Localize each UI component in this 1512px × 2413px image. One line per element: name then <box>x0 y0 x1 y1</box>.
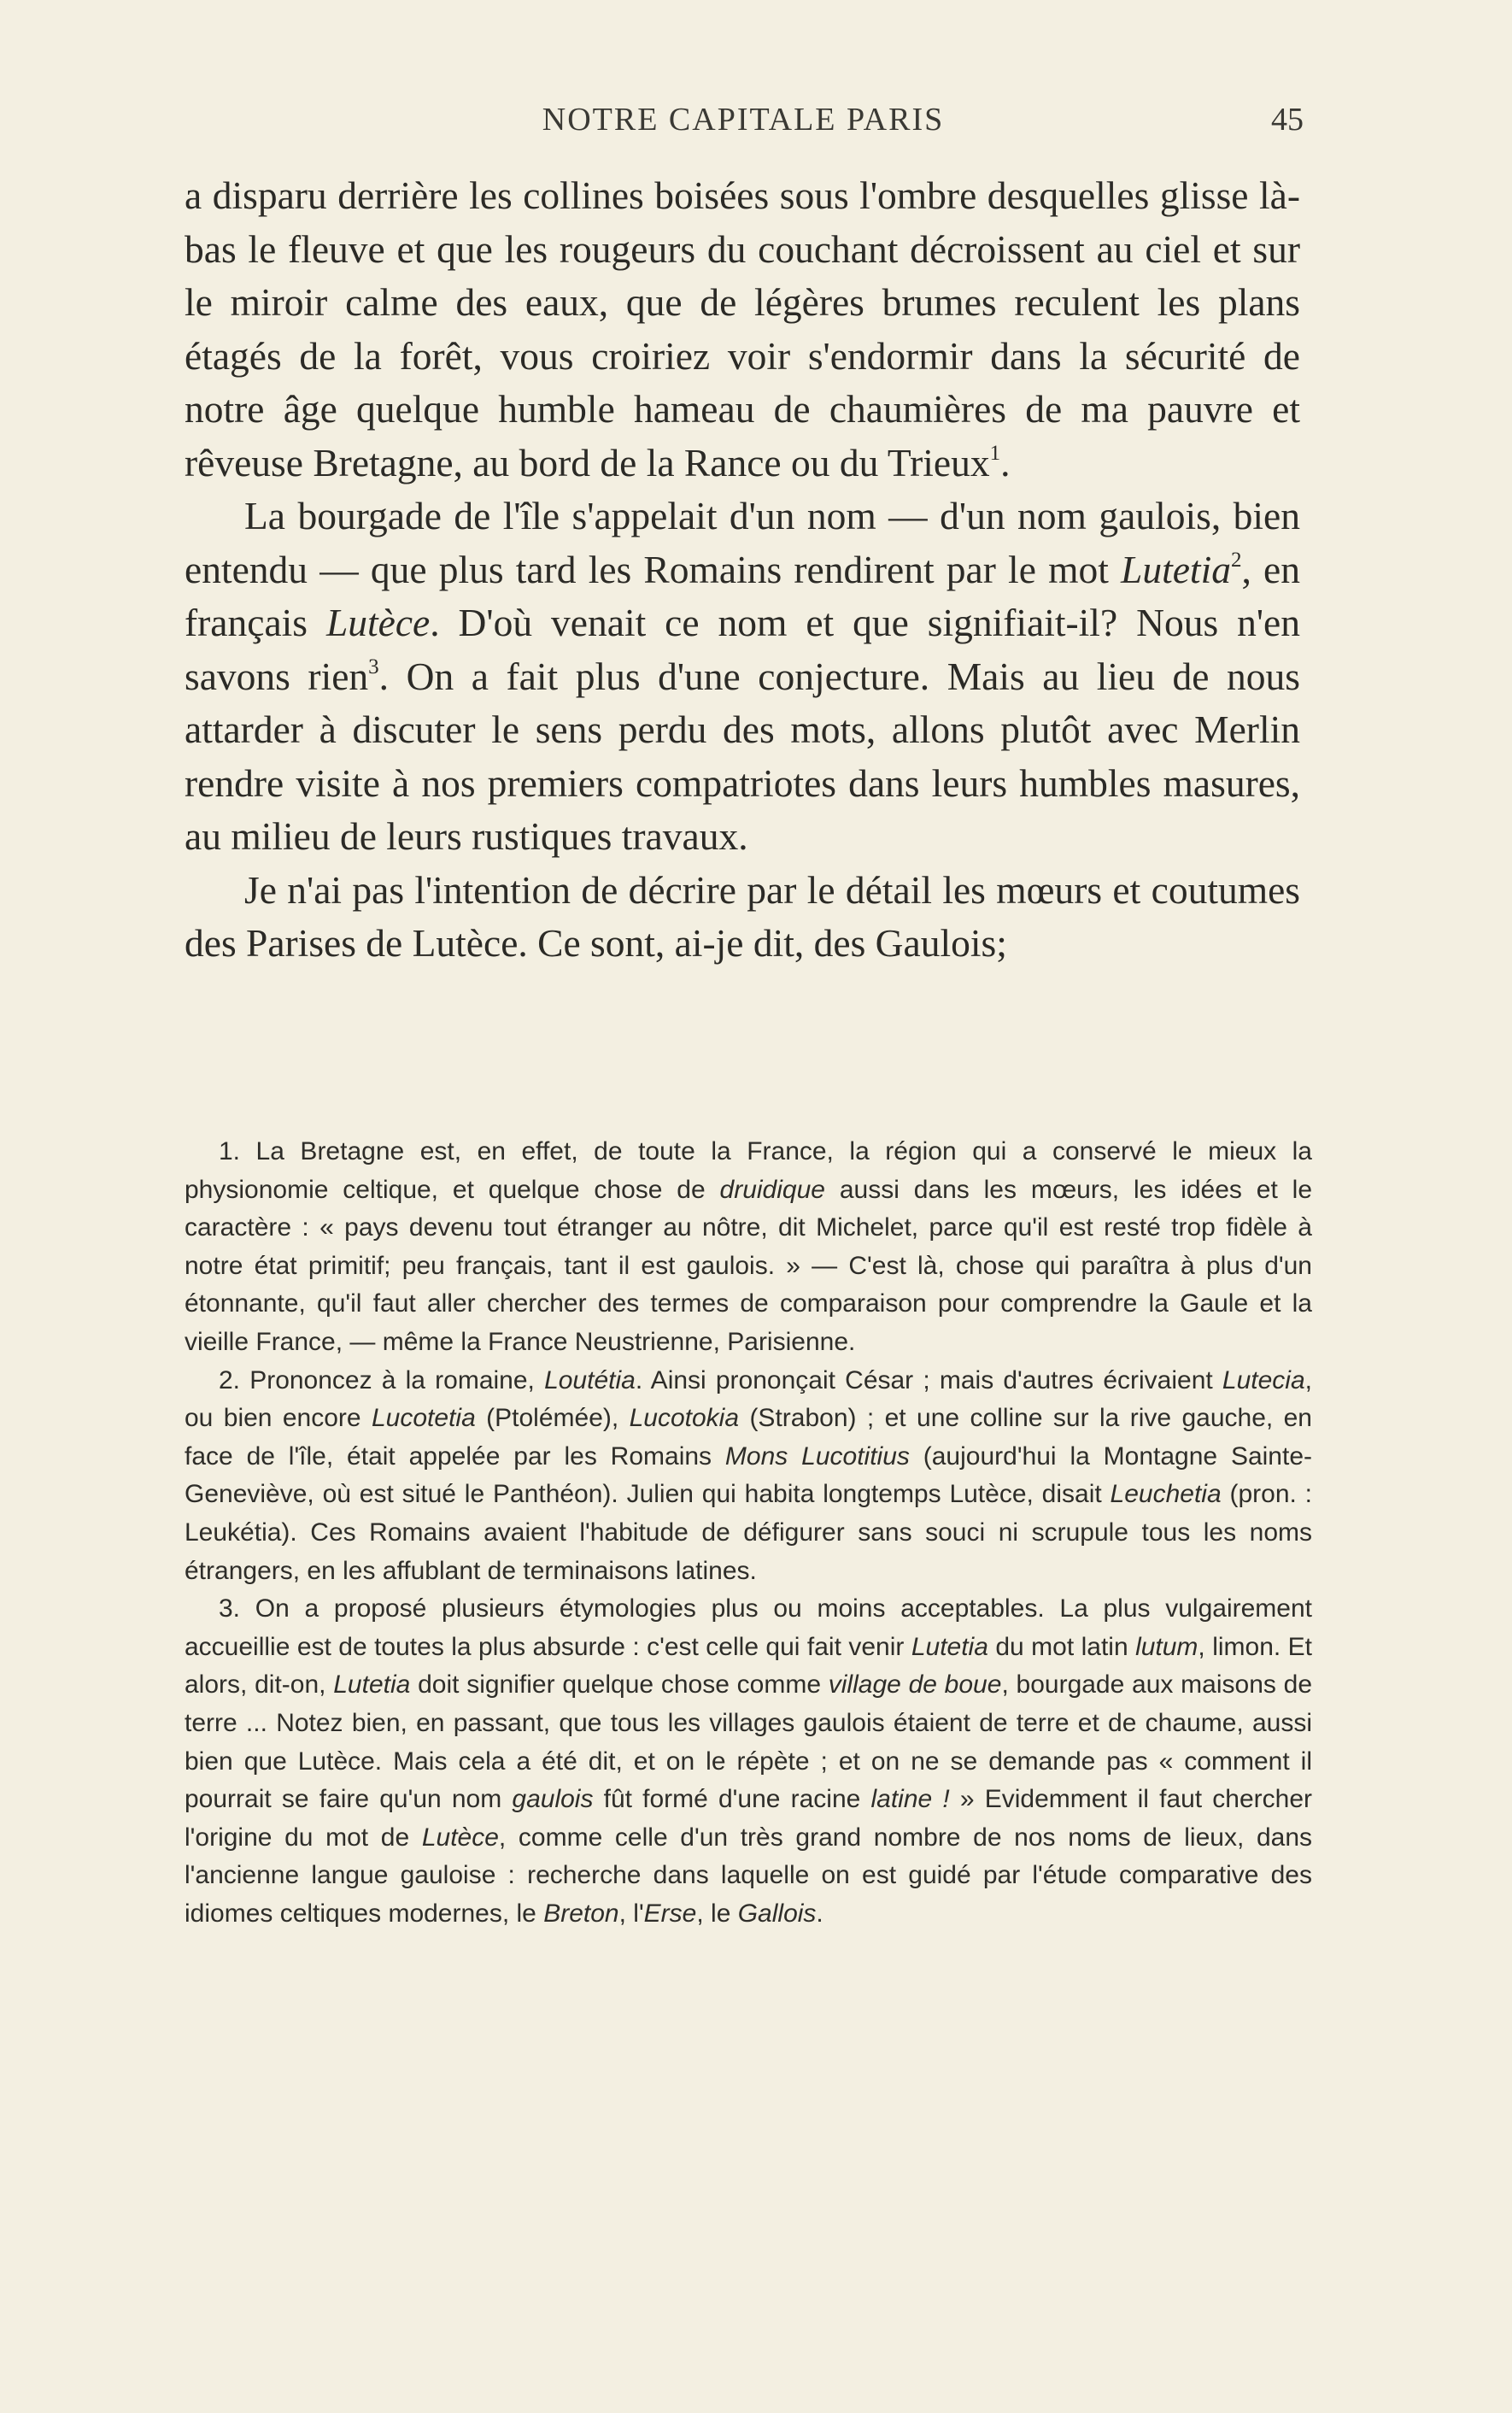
page-number: 45 <box>1271 102 1304 138</box>
footnote-2: 2. Prononcez à la romaine, Loutétia. Ainsi prononçait César ; mais d'autres écrivaient Lutecia, ou bien encore Lucotetia (Ptolémée), Lucotokia (Strabon) ; et une colline sur la rive gauche, en face de l'île, était appelée par les Romains Mons Lucotitius (aujourd'hui la Montagne Sainte-Geneviève, où est situé le Panthéon). Julien qui habita longtemps Lutèce, disait Leuchetia (pron. : Leukétia). Ces Romains avaient l'habitude de défigurer sans souci ni scrupule tous les noms étrangers, en les affublant de terminaisons latines. <box>185 1365 1312 1585</box>
main-text <box>185 169 1300 971</box>
paragraph-2: La bourgade de l'île s'appelait d'un nom — d'un nom gaulois, bien entendu — que plus tard les Romains rendirent par le mot Lutetia$^2$, en français Lutèce. D'où venait ce nom et que signifiait-il? Nous n'en savons rien$^3$. On a fait plus d'une conjecture. Mais au lieu de nous attarder à discuter le sens perdu des mots, allons plutôt avec Merlin rendre visite à nos premiers compatriotes dans leurs humbles masures, au milieu de leurs rustiques travaux. <box>185 494 1300 858</box>
footnote-ref-3: 3 <box>368 655 379 678</box>
running-title: NOTRE CAPITALE PARIS <box>542 102 945 138</box>
footnote-3: 3. On a proposé plusieurs étymologies plus ou moins acceptables. La plus vulgairement accueillie est de toutes la plus absurde : c'est celle qui fait venir Lutetia du mot latin lutum, limon. Et alors, dit-on, Lutetia doit signifier quelque chose comme village de boue, bourgade aux maisons de terre ... Notez bien, en passant, que tous les villages gaulois étaient de terre et de chaume, aussi bien que Lutèce. Mais cela a été dit, et on le répète ; et on ne se demande pas « comment il pourrait se faire qu'un nom gaulois fût formé d'une racine latine ! » Evidemment il faut chercher l'origine du mot de Lutèce, comme celle d'un très grand nombre de nos noms de lieux, dans l'ancienne langue gauloise : recherche dans laquelle on est guidé par l'étude comparative des idiomes celtiques modernes, le Breton, l'Erse, le Gallois. <box>185 1594 1313 1928</box>
footnote-1: 1. La Bretagne est, en effet, de toute la France, la région qui a conservé le mieux la physionomie celtique, et quelque chose de druidique aussi dans les mœurs, les idées et le caractère : « pays devenu tout étranger au nôtre, dit Michelet, parce qu'il est resté trop fidèle à notre état primitif; peu français, tant il est gaulois. » — C'est là, chose qui paraîtra à plus d'un étonnante, qu'il faut aller chercher des termes de comparaison pour comprendre la Gaule et la vieille France, — même la France Neustrienne, Parisienne. <box>185 1137 1313 1356</box>
footnotes <box>185 1133 1312 1933</box>
page-header <box>183 101 1304 152</box>
paragraph-3: Je n'ai pas l'intention de décrire par le détail les mœurs et coutumes des Parises de Lutèce. Ce sont, ai-je dit, des Gaulois; <box>185 867 1300 965</box>
paragraph-1: a disparu derrière les collines boisées sous l'ombre desquelles glisse là-bas le fleuve et que les rougeurs du couchant décroissent au ciel et sur le miroir calme des eaux, que de légères brumes reculent les plans étagés de la forêt, vous croiriez voir s'endormir dans la sécurité de notre âge quelque humble hameau de chaumières de ma pauvre et rêveuse Bretagne, au bord de la Rance ou du Trieux$^1$. <box>185 173 1300 484</box>
footnote-ref-2: 2 <box>1230 548 1242 572</box>
footnote-ref-1: 1 <box>989 441 1001 465</box>
